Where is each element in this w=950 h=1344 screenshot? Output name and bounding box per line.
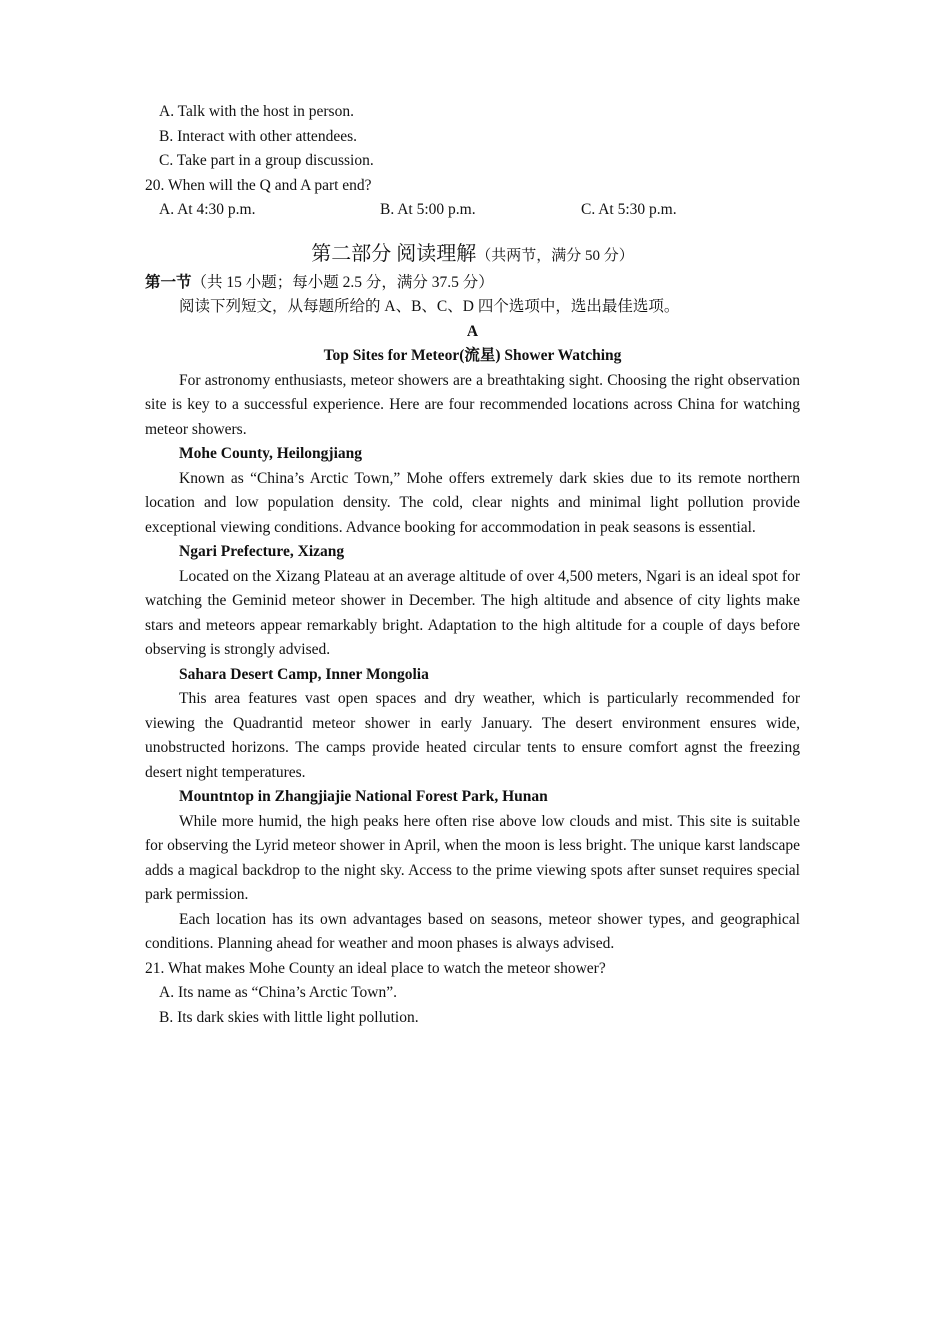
q20-option-c: C. At 5:30 p.m.	[581, 201, 677, 218]
instruction: 阅读下列短文，从每题所给的 A、B、C、D 四个选项中，选出最佳选项。	[179, 298, 680, 315]
q20-options	[145, 198, 800, 223]
site-heading-mohe: Mohe County, Heilongjiang	[179, 445, 363, 462]
part2-title-text: 第二部分 阅读理解	[311, 242, 477, 265]
site-text-ngari: Located on the Xizang Plateau at an average altitude of over 4,500 meters, Ngari is an ideal spot for watching the Geminid meteor shower in December. The high altitude and absence of city lights make stars and meteors appear remarkably bright. Adaptation to the high altitude for a couple of days before observing is strongly advised.	[145, 567, 800, 658]
q19-option-c: C. Take part in a group discussion.	[159, 152, 374, 169]
passage-intro: For astronomy enthusiasts, meteor showers are a breathtaking sight. Choosing the right observation site is key to a successful experience. Here are four recommended locations across China for watching meteor showers.	[145, 371, 800, 438]
q20-option-b: B. At 5:00 p.m.	[380, 201, 476, 218]
passage-closing: Each location has its own advantages based on seasons, meteor shower types, and geographical conditions. Planning ahead for weather and moon phases is always advised.	[145, 910, 800, 952]
q21-question: 21. What makes Mohe County an ideal place to watch the meteor shower?	[145, 959, 606, 977]
site-heading-sahara: Sahara Desert Camp, Inner Mongolia	[179, 665, 429, 683]
q20-option-a: A. At 4:30 p.m.	[159, 201, 256, 218]
site-heading-zhangjiajie: Mountntop in Zhangjiajie National Forest Park, Hunan	[179, 788, 548, 805]
q21-option-b: B. Its dark skies with little light pollution.	[159, 1008, 419, 1026]
section-label: 第一节	[145, 273, 192, 291]
part2-title	[145, 239, 800, 271]
site-text-zhangjiajie: While more humid, the high peaks here often rise above low clouds and mist. This site is suitable for observing the Lyrid meteor shower in April, when the moon is less bright. The unique karst landscape adds a magical backdrop to the night sky. Access to the prime viewing spots after sunset requires special park permission.	[145, 812, 800, 903]
section-note: （共 15 小题；每小题 2.5 分，满分 37.5 分）	[191, 273, 494, 291]
part2-title-note: （共两节，满分 50 分）	[476, 247, 634, 264]
site-heading-ngari: Ngari Prefecture, Xizang	[179, 543, 345, 560]
q21-option-a: A. Its name as “China’s Arctic Town”.	[159, 984, 397, 1001]
q20-question: 20. When will the Q and A part end?	[145, 176, 372, 194]
passage-title: Top Sites for Meteor(流星) Shower Watching	[323, 347, 622, 364]
exam-page	[145, 100, 800, 1030]
passage-letter: A	[466, 322, 479, 340]
section-header	[145, 271, 800, 296]
site-text-sahara: This area features vast open spaces and dry weather, which is particularly recommended for viewing the Quadrantid meteor shower in early January. The desert environment ensures wide, unobstructed horizons. The camps provide heated circular tents to ensure comfort agnst the freezing desert night temperatures.	[145, 690, 800, 781]
site-text-mohe: Known as “China’s Arctic Town,” Mohe offers extremely dark skies due to its remote northern location and low population density. The cold, clear nights and minimal light pollution provide exceptional viewing conditions. Advance booking for accommodation in peak seasons is essential.	[145, 469, 800, 536]
q19-option-b: B. Interact with other attendees.	[159, 127, 357, 145]
q19-option-a: A. Talk with the host in person.	[159, 103, 354, 120]
